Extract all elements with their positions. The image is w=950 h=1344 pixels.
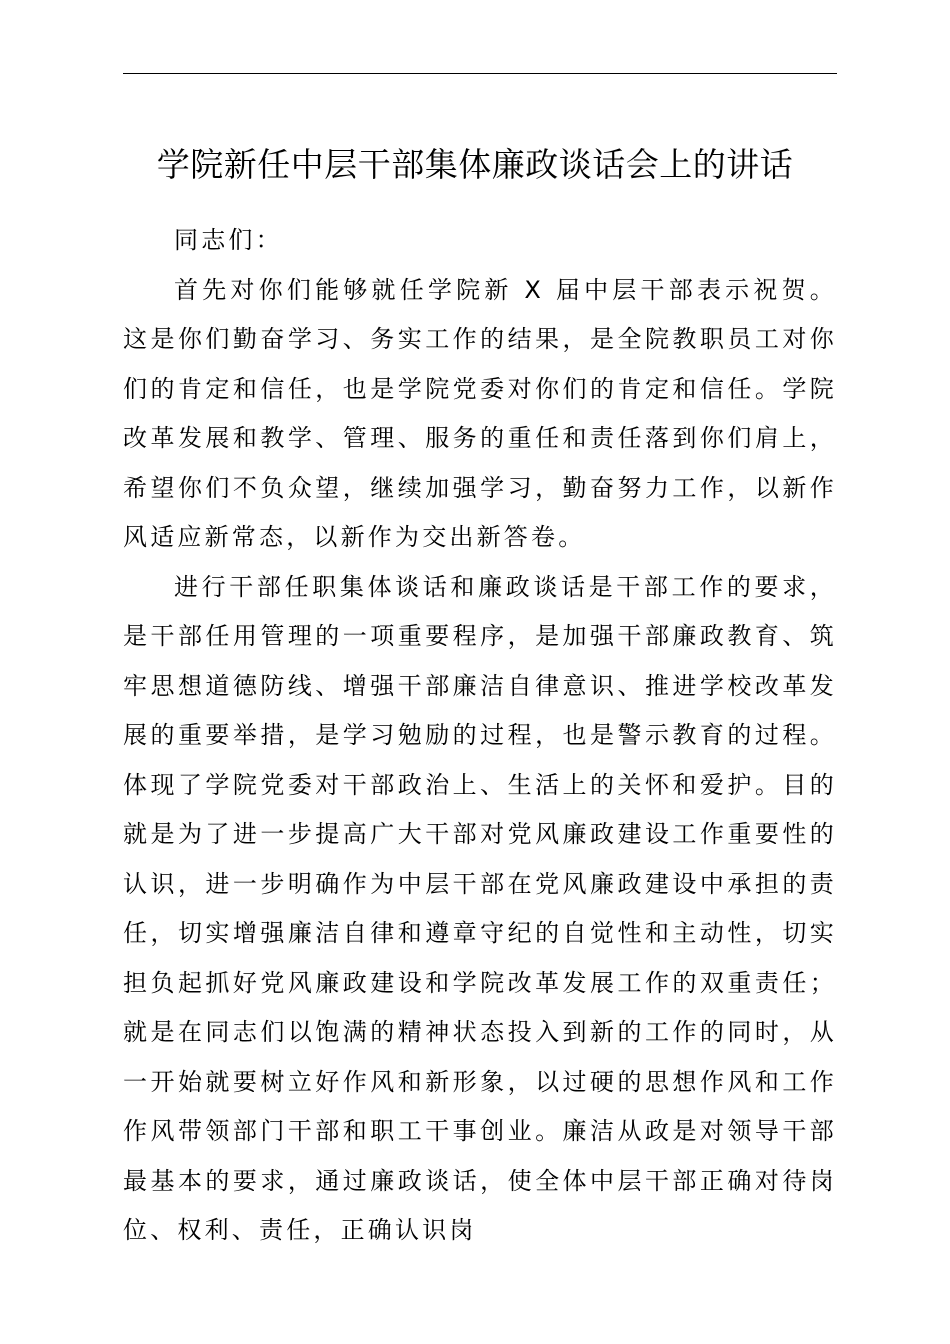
header-rule	[123, 73, 837, 74]
salutation: 同志们：	[174, 226, 283, 254]
document-title: 学院新任中层干部集体廉政谈话会上的讲话	[156, 145, 794, 184]
paragraph: 进行干部任职集体谈话和廉政谈话是干部工作的要求，是干部任用管理的一项重要程序，是加强干部廉政教育、筑牢思想道德防线、增强干部廉洁自律意识、推进学校改革发展的重要举措，是学习勉励的过程，也是警示教育的过程。体现了学院党委对干部政治上、生活上的关怀和爱护。目的就是为了进一步提高广大干部对党风廉政建设工作重要性的认识，进一步明确作为中层干部在党风廉政建设中承担的责任，切实增强廉洁自律和遵章守纪的自觉性和主动性，切实担负起抓好党风廉政建设和学院改革发展工作的双重责任；就是在同志们以饱满的精神状态投入到新的工作的同时，从一开始就要树立好作风和新形象，以过硬的思想作风和工作作风带领部门干部和职工干事创业。廉洁从政是对领导干部最基本的要求，通过廉政谈话，使全体中层干部正确对待岗位、权利、责任，正确认识岗	[123, 572, 837, 1244]
paragraph: 首先对你们能够就任学院新 X 届中层干部表示祝贺。这是你们勤奋学习、务实工作的结果，是全院教职员工对你们的肯定和信任，也是学院党委对你们的肯定和信任。学院改革发展和教学、管理、服务的重任和责任落到你们肩上，希望你们不负众望，继续加强学习，勤奋努力工作，以新作风适应新常态，以新作为交出新答卷。	[123, 275, 837, 551]
document-body	[123, 216, 837, 1256]
